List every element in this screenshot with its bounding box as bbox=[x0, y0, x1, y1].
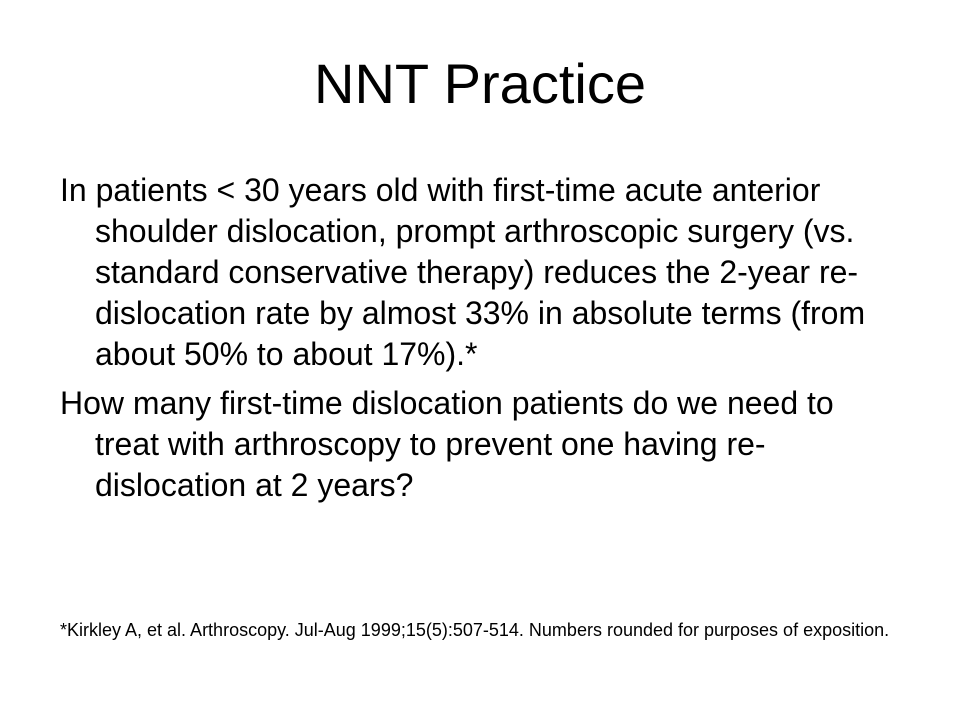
slide-body bbox=[60, 170, 900, 514]
question-prompt: How many first-time dislocation patients do we need to treat with arthroscopy to prevent one having re-dislocation at 2 years? bbox=[60, 385, 834, 503]
question-premise: In patients < 30 years old with first-time acute anterior shoulder dislocation, prompt arthroscopic surgery (vs. standard conservative therapy) reduces the 2-year re-dislocation rate by almost 33% in absolute terms (from about 50% to about 17%).* bbox=[60, 172, 866, 372]
citation-footnote: *Kirkley A, et al. Arthroscopy. Jul-Aug 1999;15(5):507-514. Numbers rounded for purposes of exposition. bbox=[60, 620, 890, 640]
slide-title: NNT Practice bbox=[314, 52, 646, 115]
